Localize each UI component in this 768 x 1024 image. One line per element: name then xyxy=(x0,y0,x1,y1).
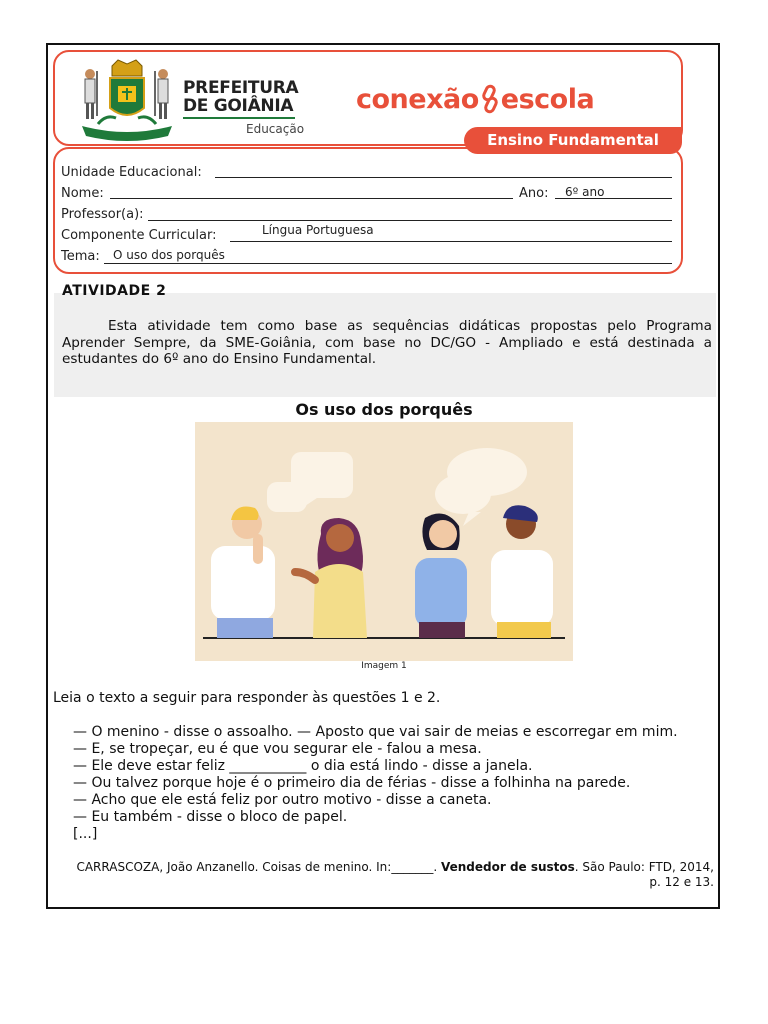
story-line-2: — E, se tropeçar, eu é que vou segurar ele - falou a mesa. xyxy=(73,741,482,757)
conexao-escola-logo xyxy=(356,84,594,115)
story-line-7: [...] xyxy=(73,826,98,842)
story-line-1: — O menino - disse o assoalho. — Aposto que vai sair de meias e escorregar em mim. xyxy=(73,724,678,740)
reference-part2: . São Paulo: FTD, 2014, p. 12 e 13. xyxy=(574,860,714,889)
tema-field[interactable] xyxy=(104,263,672,264)
brand-right: escola xyxy=(500,84,595,115)
componente-value: Língua Portuguesa xyxy=(262,223,374,237)
prefeitura-line1: PREFEITURA xyxy=(183,78,299,98)
professor-field[interactable] xyxy=(148,220,672,221)
reading-prompt: Leia o texto a seguir para responder às questões 1 e 2. xyxy=(53,690,441,706)
image-caption: Imagem 1 xyxy=(361,661,407,671)
prefeitura-subtitle: Educação xyxy=(246,122,305,136)
unidade-label: Unidade Educacional: xyxy=(61,165,202,180)
prefeitura-divider xyxy=(183,117,295,119)
reference-part1: CARRASCOZA, João Anzanello. Coisas de menino. In:_______. xyxy=(76,860,441,874)
unidade-field[interactable] xyxy=(215,177,672,178)
tema-label: Tema: xyxy=(61,249,100,264)
tema-value: O uso dos porquês xyxy=(113,248,225,262)
activity-title: ATIVIDADE 2 xyxy=(62,283,167,299)
prefeitura-line2: DE GOIÂNIA xyxy=(183,96,294,116)
section-title: Os uso dos porquês xyxy=(295,400,473,419)
reference-book-title: Vendedor de sustos xyxy=(440,860,575,874)
story-line-4: — Ou talvez porque hoje é o primeiro dia de férias - disse a folhinha na parede. xyxy=(73,775,631,791)
professor-label: Professor(a): xyxy=(61,207,144,222)
story-line-5: — Acho que ele está feliz por outro motivo - disse a caneta. xyxy=(73,792,492,808)
nome-label: Nome: xyxy=(61,186,104,201)
ano-value: 6º ano xyxy=(565,185,605,199)
story-line-3: — Ele deve estar feliz ___________ o dia está lindo - disse a janela. xyxy=(73,758,533,774)
componente-field[interactable] xyxy=(230,241,672,242)
people-talking-illustration xyxy=(195,422,573,661)
goiania-crest-logo xyxy=(76,56,178,142)
chain-link-icon xyxy=(479,84,501,114)
story-text xyxy=(53,724,713,843)
intro-paragraph xyxy=(62,318,712,368)
componente-label: Componente Curricular: xyxy=(61,228,217,243)
prefeitura-title xyxy=(183,79,298,115)
brand-left: conexão xyxy=(356,84,479,115)
story-line-6: — Eu também - disse o bloco de papel. xyxy=(73,809,348,825)
bibliographic-reference xyxy=(62,860,714,890)
ensino-fundamental-badge: Ensino Fundamental xyxy=(464,127,682,154)
ano-label: Ano: xyxy=(519,186,549,201)
intro-text: Esta atividade tem como base as sequências didáticas propostas pelo Programa Aprender Sempre, da SME-Goiânia, com base no DC/GO - Ampliado e está destinada a estudantes do 6º ano do Ensino Fundamental. xyxy=(62,318,712,367)
nome-field[interactable] xyxy=(110,198,513,199)
